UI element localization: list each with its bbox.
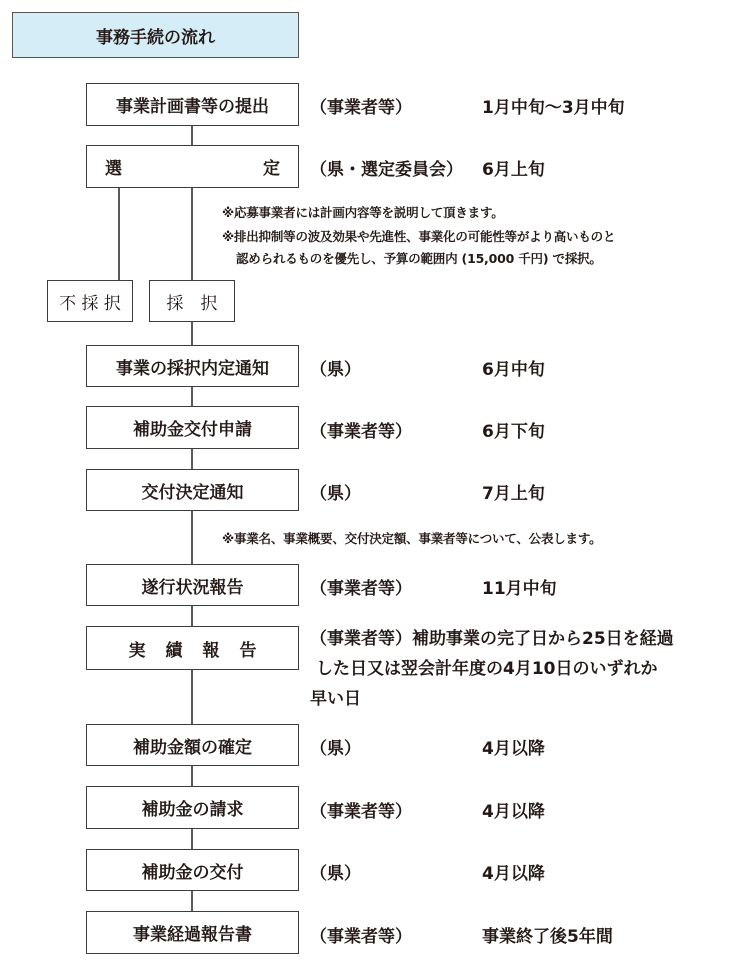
step-timing: 6月上旬 — [482, 160, 545, 180]
step-timing: 7月上旬 — [482, 484, 545, 504]
connector-line — [191, 387, 193, 406]
connector-line — [191, 449, 193, 469]
step-box-grant-application: 補助金交付申請 — [86, 406, 299, 449]
step-box-selection — [86, 145, 299, 188]
step-party: （県） — [310, 484, 361, 504]
step-timing: 1月中旬～3月中旬 — [482, 98, 625, 118]
connector-line — [191, 766, 193, 786]
step-box-grant-payment: 補助金の交付 — [86, 849, 299, 891]
step-party: （県・選定委員会） — [310, 160, 463, 180]
step-deadline-line2: した日又は翌会計年度の4月10日のいずれか — [316, 659, 658, 679]
step-timing: 4月以降 — [482, 864, 545, 884]
step-deadline-line1: （事業者等）補助事業の完了日から25日を経過 — [310, 629, 674, 649]
step-party: （事業者等） — [310, 98, 412, 118]
step-timing: 6月下旬 — [482, 422, 545, 442]
step-deadline-description — [310, 624, 720, 714]
step-box-plan-submission: 事業計画書等の提出 — [86, 83, 299, 126]
step-party: （事業者等） — [310, 802, 412, 822]
connector-line — [191, 606, 193, 626]
step-box-amount-determination: 補助金額の確定 — [86, 724, 299, 766]
step-timing: 11月中旬 — [482, 579, 557, 599]
step-party: （県） — [310, 864, 361, 884]
step-box-tentative-notice: 事業の採択内定通知 — [86, 345, 299, 387]
step-party: （県） — [310, 739, 361, 759]
step-box-grant-claim: 補助金の請求 — [86, 786, 299, 829]
connector-line — [191, 188, 193, 280]
step-party: （県） — [310, 360, 361, 380]
step-label-left: 選 — [105, 159, 122, 179]
step-box-progress-report: 遂行状況報告 — [86, 564, 299, 606]
flow-title: 事務手続の流れ — [12, 12, 299, 58]
step-timing: 4月以降 — [482, 802, 545, 822]
connector-line — [118, 188, 120, 280]
step-box-progress-status-report: 事業経過報告書 — [86, 911, 299, 954]
step-party: （事業者等） — [310, 422, 412, 442]
step-box-performance-report: 実績報告 — [86, 626, 299, 670]
step-timing: 4月以降 — [482, 739, 545, 759]
connector-line — [191, 829, 193, 849]
outcome-box-rejected: 不 採 択 — [47, 280, 133, 322]
connector-line — [191, 126, 193, 145]
connector-line — [191, 891, 193, 911]
step-timing: 事業終了後5年間 — [482, 927, 613, 947]
step-label-right: 定 — [263, 159, 280, 179]
step-party: （事業者等） — [310, 927, 412, 947]
note-applicant-explanation: ※応募事業者には計画内容等を説明して頂きます。 — [222, 205, 504, 220]
note-selection-criteria-line2: 認められるものを優先し、予算の範囲内 (15,000 千円) で採択。 — [236, 251, 602, 266]
step-box-grant-decision: 交付決定通知 — [86, 469, 299, 511]
step-deadline-line3: 早い日 — [310, 689, 361, 709]
note-publication: ※事業名、事業概要、交付決定額、事業者等について、公表します。 — [222, 531, 602, 546]
connector-line — [191, 511, 193, 564]
connector-line — [191, 670, 193, 724]
outcome-box-accepted: 採 択 — [149, 280, 235, 322]
step-timing: 6月中旬 — [482, 360, 545, 380]
note-selection-criteria-line1: ※排出抑制等の波及効果や先進性、事業化の可能性等がより高いものと — [222, 229, 616, 244]
step-party: （事業者等） — [310, 579, 412, 599]
connector-line — [191, 322, 193, 345]
